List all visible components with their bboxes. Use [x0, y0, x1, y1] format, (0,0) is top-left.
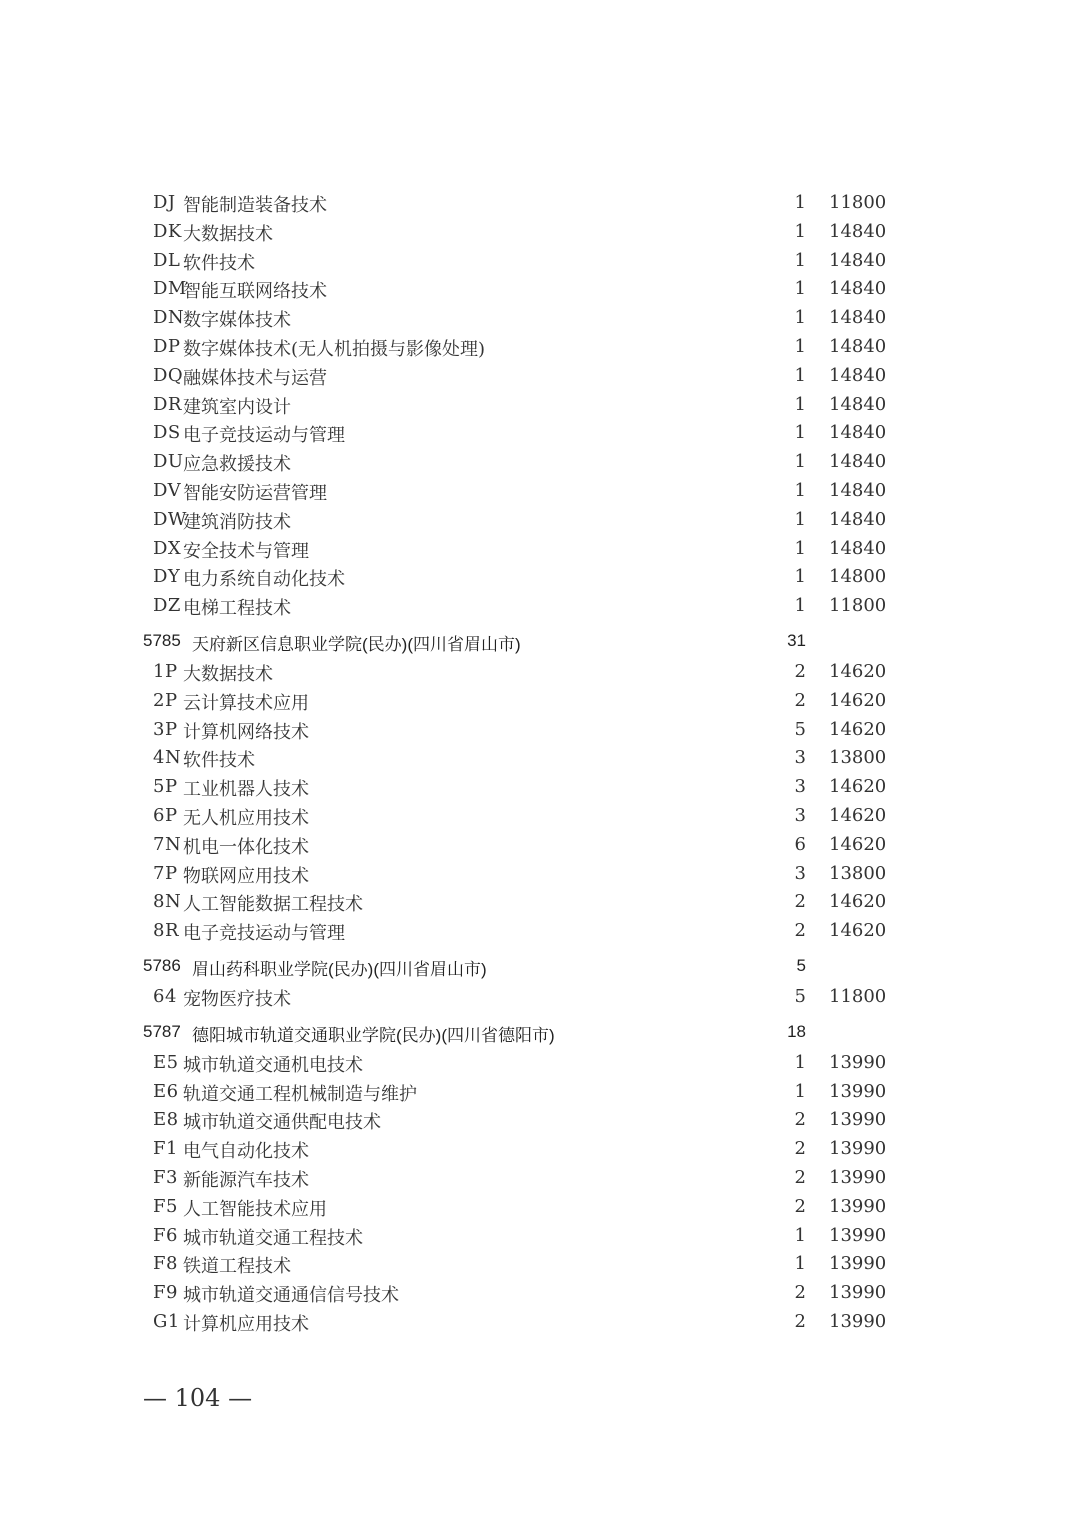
- major-code: 7P: [153, 862, 178, 884]
- major-plan-count: 1: [794, 278, 806, 300]
- major-code: DW: [153, 508, 187, 530]
- major-plan-count: 2: [794, 1310, 806, 1332]
- major-tuition-fee: 14840: [829, 307, 887, 329]
- major-name: 机电一体化技术: [183, 836, 309, 858]
- major-code: G1: [153, 1310, 180, 1332]
- institution-code: 5785: [143, 630, 181, 650]
- major-plan-count: 3: [794, 747, 806, 769]
- institution-plan-count: 31: [787, 630, 806, 650]
- major-tuition-fee: 13990: [829, 1195, 887, 1217]
- major-tuition-fee: 13990: [829, 1051, 887, 1073]
- major-code: F6: [153, 1224, 178, 1246]
- major-row: [0, 1251, 1080, 1280]
- major-row: [0, 1050, 1080, 1079]
- major-plan-count: 1: [794, 192, 806, 213]
- major-name: 安全技术与管理: [183, 540, 309, 562]
- major-tuition-fee: 11800: [829, 192, 887, 213]
- major-plan-count: 1: [794, 1253, 806, 1275]
- major-row: [0, 717, 1080, 746]
- major-name: 大数据技术: [183, 663, 273, 685]
- major-tuition-fee: 14620: [829, 804, 887, 826]
- major-row: [0, 536, 1080, 565]
- major-code: F9: [153, 1282, 178, 1304]
- major-row: [0, 1309, 1080, 1338]
- major-plan-count: 1: [794, 220, 806, 242]
- major-row: [0, 593, 1080, 622]
- major-name: 电气自动化技术: [183, 1141, 309, 1163]
- major-row: [0, 248, 1080, 277]
- major-plan-count: 1: [794, 393, 806, 415]
- major-row: [0, 918, 1080, 947]
- institution-header-row: [0, 947, 1080, 984]
- major-code: 6P: [153, 804, 178, 826]
- major-row: [0, 305, 1080, 334]
- major-code: E5: [153, 1051, 179, 1073]
- major-code: DQ: [153, 364, 184, 386]
- major-row: [0, 832, 1080, 861]
- major-name: 电梯工程技术: [183, 598, 291, 620]
- major-tuition-fee: 14620: [829, 718, 887, 740]
- major-tuition-fee: 11800: [829, 985, 887, 1007]
- major-name: 软件技术: [183, 750, 255, 772]
- institution-code: 5787: [143, 1021, 181, 1041]
- major-code: 4N: [153, 747, 182, 769]
- major-plan-count: 3: [794, 804, 806, 826]
- major-code: DX: [153, 537, 182, 559]
- major-tuition-fee: 13990: [829, 1224, 887, 1246]
- major-plan-count: 2: [794, 1195, 806, 1217]
- major-plan-count: 2: [794, 1138, 806, 1160]
- major-name: 电子竞技运动与管理: [183, 923, 345, 945]
- major-plan-count: 1: [794, 479, 806, 501]
- major-code: DZ: [153, 595, 181, 617]
- major-name: 计算机应用技术: [183, 1313, 309, 1335]
- major-name: 宠物医疗技术: [183, 988, 291, 1010]
- major-row: [0, 1194, 1080, 1223]
- major-tuition-fee: 13990: [829, 1253, 887, 1275]
- major-row: [0, 190, 1080, 219]
- major-tuition-fee: 14620: [829, 689, 887, 711]
- major-code: DV: [153, 479, 182, 501]
- major-row: [0, 861, 1080, 890]
- institution-name: 眉山药科职业学院(民办)(四川省眉山市): [192, 959, 487, 979]
- major-code: F8: [153, 1253, 178, 1275]
- major-tuition-fee: 14840: [829, 249, 887, 271]
- major-name: 电力系统自动化技术: [183, 569, 345, 591]
- major-tuition-fee: 14840: [829, 393, 887, 415]
- major-code: DJ: [153, 192, 176, 213]
- major-name: 云计算技术应用: [183, 692, 309, 714]
- major-tuition-fee: 14840: [829, 278, 887, 300]
- major-tuition-fee: 13800: [829, 747, 887, 769]
- major-row: [0, 1223, 1080, 1252]
- institution-header-row: [0, 1013, 1080, 1050]
- major-name: 城市轨道交通供配电技术: [183, 1112, 381, 1134]
- major-code: 64: [153, 985, 177, 1007]
- major-row: [0, 219, 1080, 248]
- major-plan-count: 1: [794, 537, 806, 559]
- major-row: [0, 659, 1080, 688]
- major-tuition-fee: 14800: [829, 566, 887, 588]
- major-name: 数字媒体技术: [183, 310, 291, 332]
- major-plan-count: 2: [794, 1109, 806, 1131]
- major-row: [0, 392, 1080, 421]
- major-tuition-fee: 14620: [829, 833, 887, 855]
- major-row: [0, 889, 1080, 918]
- major-name: 融媒体技术与运营: [183, 367, 327, 389]
- major-code: DR: [153, 393, 182, 415]
- major-row: [0, 334, 1080, 363]
- major-code: 5P: [153, 776, 178, 798]
- major-name: 智能互联网络技术: [183, 281, 327, 303]
- major-name: 物联网应用技术: [183, 865, 309, 887]
- major-row: [0, 507, 1080, 536]
- major-plan-count: 1: [794, 1224, 806, 1246]
- institution-plan-count: 5: [796, 955, 806, 975]
- major-tuition-fee: 14840: [829, 220, 887, 242]
- major-plan-count: 2: [794, 920, 806, 942]
- major-name: 数字媒体技术(无人机拍摄与影像处理): [183, 338, 486, 360]
- major-name: 智能安防运营管理: [183, 482, 327, 504]
- major-plan-count: 1: [794, 595, 806, 617]
- major-plan-count: 1: [794, 249, 806, 271]
- major-plan-count: 2: [794, 891, 806, 913]
- major-row: [0, 774, 1080, 803]
- major-code: 7N: [153, 833, 182, 855]
- major-name: 无人机应用技术: [183, 807, 309, 829]
- major-name: 大数据技术: [183, 223, 273, 245]
- major-row: [0, 564, 1080, 593]
- major-tuition-fee: 14840: [829, 508, 887, 530]
- page-number: — 104 —: [143, 1384, 253, 1412]
- major-name: 人工智能技术应用: [183, 1198, 327, 1220]
- major-code: DU: [153, 451, 184, 473]
- major-tuition-fee: 13990: [829, 1109, 887, 1131]
- major-tuition-fee: 14840: [829, 451, 887, 473]
- major-code: 2P: [153, 689, 178, 711]
- institution-name: 德阳城市轨道交通职业学院(民办)(四川省德阳市): [192, 1025, 555, 1045]
- major-code: DP: [153, 335, 181, 357]
- major-plan-count: 2: [794, 689, 806, 711]
- major-plan-count: 1: [794, 451, 806, 473]
- major-row: [0, 478, 1080, 507]
- major-tuition-fee: 13990: [829, 1080, 887, 1102]
- major-row: [0, 1165, 1080, 1194]
- major-plan-count: 2: [794, 1282, 806, 1304]
- major-row: [0, 363, 1080, 392]
- major-name: 计算机网络技术: [183, 721, 309, 743]
- major-tuition-fee: 11800: [829, 595, 887, 617]
- major-code: DL: [153, 249, 181, 271]
- major-tuition-fee: 14840: [829, 364, 887, 386]
- major-plan-count: 5: [794, 718, 806, 740]
- major-plan-count: 3: [794, 862, 806, 884]
- major-tuition-fee: 13990: [829, 1282, 887, 1304]
- major-code: 8R: [153, 920, 180, 942]
- major-name: 新能源汽车技术: [183, 1169, 309, 1191]
- major-tuition-fee: 14620: [829, 891, 887, 913]
- major-name: 应急救援技术: [183, 454, 291, 476]
- major-plan-count: 2: [794, 660, 806, 682]
- major-row: [0, 745, 1080, 774]
- major-tuition-fee: 14840: [829, 422, 887, 444]
- major-name: 软件技术: [183, 252, 255, 274]
- major-tuition-fee: 14620: [829, 776, 887, 798]
- major-code: E6: [153, 1080, 179, 1102]
- major-plan-count: 5: [794, 985, 806, 1007]
- major-tuition-fee: 14840: [829, 537, 887, 559]
- institution-plan-count: 18: [787, 1021, 806, 1041]
- major-row: [0, 1079, 1080, 1108]
- institution-header-row: [0, 622, 1080, 659]
- major-name: 铁道工程技术: [183, 1256, 291, 1278]
- major-code: E8: [153, 1109, 179, 1131]
- major-row: [0, 449, 1080, 478]
- major-code: DN: [153, 307, 185, 329]
- major-plan-count: 1: [794, 335, 806, 357]
- major-row: [0, 803, 1080, 832]
- major-plan-count: 1: [794, 1080, 806, 1102]
- major-name: 城市轨道交通工程技术: [183, 1227, 363, 1249]
- major-plan-count: 1: [794, 307, 806, 329]
- major-name: 建筑消防技术: [183, 511, 291, 533]
- major-row: [0, 1107, 1080, 1136]
- major-name: 轨道交通工程机械制造与维护: [183, 1083, 417, 1105]
- major-code: DK: [153, 220, 182, 242]
- major-code: F3: [153, 1166, 178, 1188]
- major-plan-count: 1: [794, 508, 806, 530]
- major-name: 建筑室内设计: [183, 396, 291, 418]
- major-plan-count: 1: [794, 422, 806, 444]
- major-name: 人工智能数据工程技术: [183, 894, 363, 916]
- major-name: 城市轨道交通机电技术: [183, 1054, 363, 1076]
- major-code: DY: [153, 566, 181, 588]
- major-tuition-fee: 13990: [829, 1310, 887, 1332]
- major-tuition-fee: 13800: [829, 862, 887, 884]
- major-name: 智能制造装备技术: [183, 195, 327, 216]
- major-tuition-fee: 14840: [829, 479, 887, 501]
- major-tuition-fee: 13990: [829, 1166, 887, 1188]
- major-plan-count: 3: [794, 776, 806, 798]
- major-code: 1P: [153, 660, 178, 682]
- major-tuition-fee: 14620: [829, 660, 887, 682]
- major-code: 3P: [153, 718, 178, 740]
- major-plan-count: 6: [794, 833, 806, 855]
- major-plan-count: 1: [794, 364, 806, 386]
- major-row: [0, 276, 1080, 305]
- major-plan-count: 1: [794, 1051, 806, 1073]
- major-code: DM: [153, 278, 187, 300]
- major-tuition-fee: 13990: [829, 1138, 887, 1160]
- major-row: [0, 1280, 1080, 1309]
- major-row: [0, 1136, 1080, 1165]
- major-name: 城市轨道交通通信信号技术: [183, 1285, 399, 1307]
- major-plan-count: 1: [794, 566, 806, 588]
- major-plan-count: 2: [794, 1166, 806, 1188]
- major-name: 工业机器人技术: [183, 779, 309, 801]
- major-row: [0, 688, 1080, 717]
- major-row: [0, 420, 1080, 449]
- major-code: F1: [153, 1138, 178, 1160]
- institution-name: 天府新区信息职业学院(民办)(四川省眉山市): [192, 634, 521, 654]
- enrollment-table: [0, 190, 1080, 1338]
- major-name: 电子竞技运动与管理: [183, 425, 345, 447]
- major-tuition-fee: 14620: [829, 920, 887, 942]
- major-row: [0, 984, 1080, 1013]
- institution-code: 5786: [143, 955, 181, 975]
- major-tuition-fee: 14840: [829, 335, 887, 357]
- major-code: 8N: [153, 891, 182, 913]
- major-code: DS: [153, 422, 181, 444]
- major-code: F5: [153, 1195, 178, 1217]
